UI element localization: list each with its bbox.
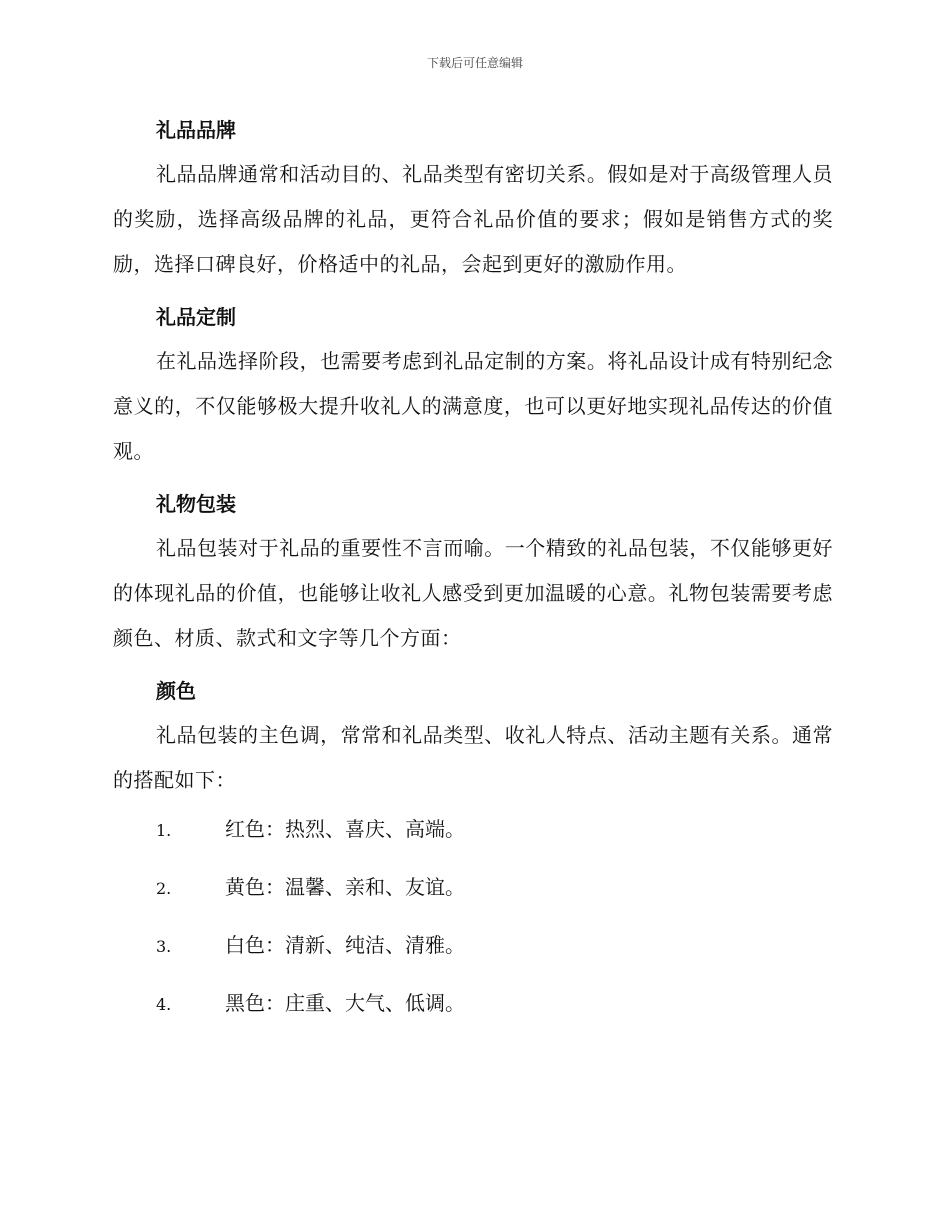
list-number: 2. <box>156 879 172 898</box>
list-item <box>113 929 833 987</box>
section-paragraph: 礼品品牌通常和活动目的、礼品类型有密切关系。假如是对于高级管理人员的奖励，选择高级品牌的礼品，更符合礼品价值的要求；假如是销售方式的奖励，选择口碑良好，价格适中的礼品，会起到更好的激励作用。 <box>113 162 833 276</box>
list-text: 黑色：庄重、大气、低调。 <box>225 991 465 1015</box>
list-number: 1. <box>156 821 172 840</box>
list-text: 白色：清新、纯洁、清雅。 <box>225 933 465 957</box>
list-item <box>113 987 833 1045</box>
section-paragraph: 礼品包装对于礼品的重要性不言而喻。一个精致的礼品包装，不仅能够更好的体现礼品的价值，也能够让收礼人感受到更加温暖的心意。礼物包装需要考虑颜色、材质、款式和文字等几个方面： <box>113 536 833 650</box>
document-body <box>113 108 833 1045</box>
page-header-note: 下载后可任意编辑 <box>426 56 523 70</box>
section-gift-customization <box>113 295 833 474</box>
section-color <box>113 669 833 803</box>
list-text: 红色：热烈、喜庆、高端。 <box>225 817 465 841</box>
section-heading: 礼品定制 <box>156 305 236 329</box>
section-heading: 礼品品牌 <box>156 118 236 142</box>
list-number: 4. <box>156 995 172 1014</box>
list-text: 黄色：温馨、亲和、友谊。 <box>225 875 465 899</box>
section-gift-packaging <box>113 482 833 661</box>
section-paragraph: 在礼品选择阶段，也需要考虑到礼品定制的方案。将礼品设计成有特别纪念意义的，不仅能够极大提升收礼人的满意度，也可以更好地实现礼品传达的价值观。 <box>113 349 833 463</box>
color-list <box>113 813 833 1045</box>
list-item <box>113 813 833 871</box>
section-paragraph: 礼品包装的主色调，常常和礼品类型、收礼人特点、活动主题有关系。通常的搭配如下： <box>113 723 833 792</box>
section-heading: 颜色 <box>156 679 196 703</box>
list-number: 3. <box>156 937 172 956</box>
section-gift-brand <box>113 108 833 287</box>
list-item <box>113 871 833 929</box>
section-heading: 礼物包装 <box>156 492 236 516</box>
